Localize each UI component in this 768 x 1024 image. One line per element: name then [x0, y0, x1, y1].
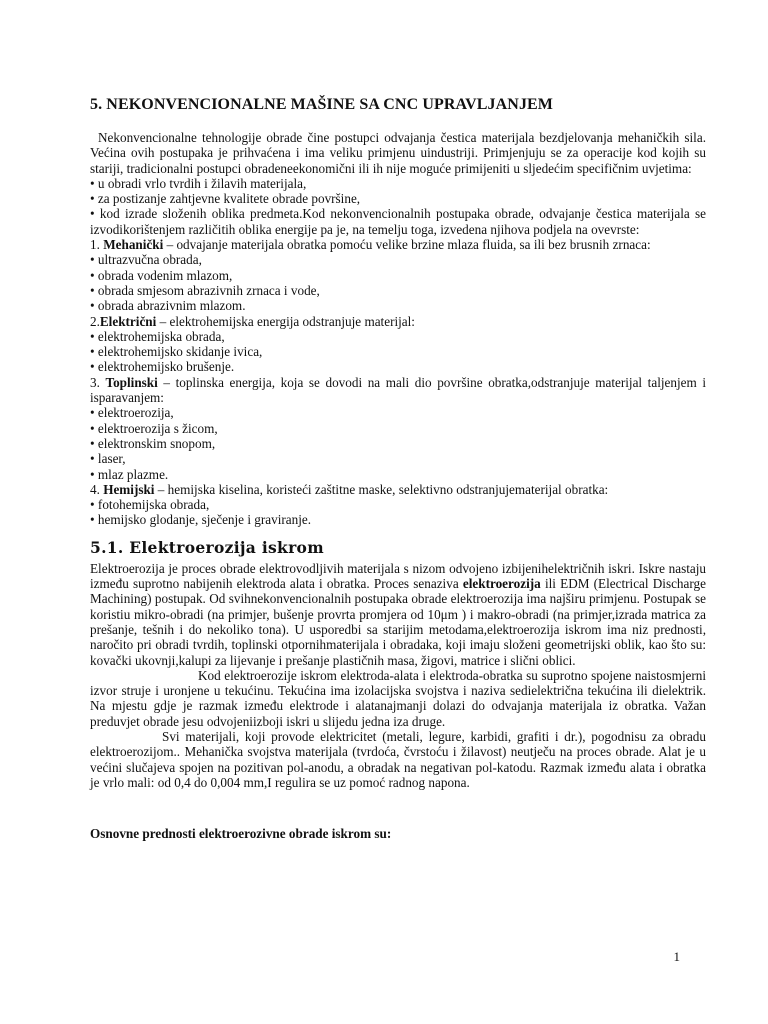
group-description: – hemijska kiselina, koristeći zaštitne maske, selektivno odstranjujematerijal obratka: [154, 481, 609, 497]
list-item: • obrada vodenim mlazom, [90, 268, 706, 283]
section-heading: 5.1. Elektroerozija iskrom [90, 537, 324, 557]
list-item: • elektroerozija s žicom, [90, 421, 706, 436]
list-item: • obrada smjesom abrazivnih zrnaca i vode, [90, 283, 706, 298]
list-item: • obrada abrazivnim mlazom. [90, 298, 706, 313]
group-description: – odvajanje materijala obratka pomoću velike brzine mlaza fluida, sa ili bez brusnih zrnaca: [163, 237, 651, 253]
group-toplinski [90, 375, 706, 406]
group-number: 2. [90, 313, 100, 329]
section-paragraph-2: Kod elektroerozije iskrom elektroda-alata i elektroda-obratka su suprotno spojene naistosmjerni izvor struje i uronjene u tekućinu. Tekućina ima izolacijska svojstva i naziva sedielektrična tekućina ili dielektrik. Na mjestu gdje je razmak između elektrode i alatanajmanji dolazi do odvajanja materijala iz obratka. Važan preduvjet obrade jesu odvojeniizboji iskri u slijedu jedna iza druge. [90, 667, 706, 729]
group-number: 3. [90, 374, 100, 390]
list-item: • elektroerozija, [90, 405, 706, 420]
list-item: • ultrazvučna obrada, [90, 252, 706, 267]
paragraph-text: Elektroerozija je proces obrade elektrovodljivih materijala s nizom odvojeno izbijenihelektričnih iskri. Iskre nastaju između suprotno nabijenih elektroda alata i obratka. Proces senaziva [90, 560, 706, 592]
list-item: • elektronskim snopom, [90, 436, 706, 451]
list-item: • elektrohemijska obrada, [90, 329, 706, 344]
list-item: • laser, [90, 451, 706, 466]
group-number: 4. [90, 481, 100, 497]
list-item: • elektrohemijsko brušenje. [90, 359, 706, 374]
group-hemijski [90, 482, 706, 497]
section-paragraph-1 [90, 561, 706, 668]
group-name: Mehanički [103, 237, 164, 253]
condition-item: • kod izrade složenih oblika predmeta.Kod nekonvencionalnih postupaka obrade, odvajanje čestica materijala se izvodikorištenjem različitih oblika energije pa je, na temelju toga, izvedena njihova podjela na ovevrste: [90, 206, 706, 237]
list-item: • elektrohemijsko skidanje ivica, [90, 344, 706, 359]
condition-item: • za postizanje zahtjevne kvalitete obrade površine, [90, 191, 706, 206]
group-number: 1. [90, 237, 100, 253]
chapter-title: 5. NEKONVENCIONALNE MAŠINE SA CNC UPRAVLJANJEM [90, 96, 554, 113]
group-mehanicki [90, 237, 706, 252]
group-name: Električni [99, 313, 157, 329]
group-description: – toplinska energija, koja se dovodi na mali dio površine obratka,odstranjuje materijal taljenjem i isparavanjem: [90, 374, 707, 406]
list-item: • hemijsko glodanje, sječenje i graviranje. [90, 512, 706, 527]
group-name: Hemijski [103, 481, 155, 497]
list-item: • fotohemijska obrada, [90, 497, 706, 512]
condition-item: • u obradi vrlo tvrdih i žilavih materijala, [90, 176, 706, 191]
list-item: • mlaz plazme. [90, 467, 706, 482]
section-paragraph-3: Svi materijali, koji provode elektricitet (metali, legure, karbidi, grafiti i dr.), pogodnisu za obradu elektroerozijom.. Mehanička svojstva materijala (tvrdoća, čvrstoću i žilavost) neutječu na proces obrade. Alat je u većini slučajeva spojen na pozitivan pol-anodu, a obradak na negativan pol-katodu. Razmak između alata i obratka je vrlo mali: od 0,4 do 0,004 mm,I regulira se uz pomoć radnog napona. [90, 728, 706, 790]
group-description: – elektrohemijska energija odstranjuje materijal: [156, 313, 415, 329]
paragraph-text: ili EDM (Electrical Discharge Machining) postupak. Od svihnekonvencionalnih postupaka obrade elektroerozija ima najširu primjenu. Postupak se koristiu mikro-obradi (na primjer, bušenje provrta promjera od 10μm ) i makro-obradi (na primjer,izrada matrica za prešanje, tešnih i do nekoliko tona). U usporedbi sa starijim metodama,elektroerozija iskrom ima niz prednosti, naročito pri obradi tvrdih, toplinski otpornihmaterijala i obradaka, koji imaju složeni geometrijski oblik, kao što su: kovački ukovnji,kalupi za lijevanje i prešanje plastičnih masa, žigovi, matrice i slični oblici. [90, 576, 706, 668]
bold-term: elektroerozija [462, 576, 541, 592]
group-elektricni [90, 314, 706, 329]
page-number: 1 [673, 949, 680, 964]
group-name: Toplinski [105, 374, 158, 390]
intro-paragraph: Nekonvencionalne tehnologije obrade čine postupci odvajanja čestica materijala bezdjelovanja mehaničkih sila. Većina ovih postupaka je prihvaćena i ima veliku primjenu uindustriji. Primjenjuju se za operacije kod kojih su stariji, tradicionalni postupci obradeneekonomični ili ih nije moguće primijeniti u sljedećim specifičnim uvjetima: [90, 130, 706, 176]
advantages-heading: Osnovne prednosti elektroerozivne obrade iskrom su: [90, 826, 392, 842]
